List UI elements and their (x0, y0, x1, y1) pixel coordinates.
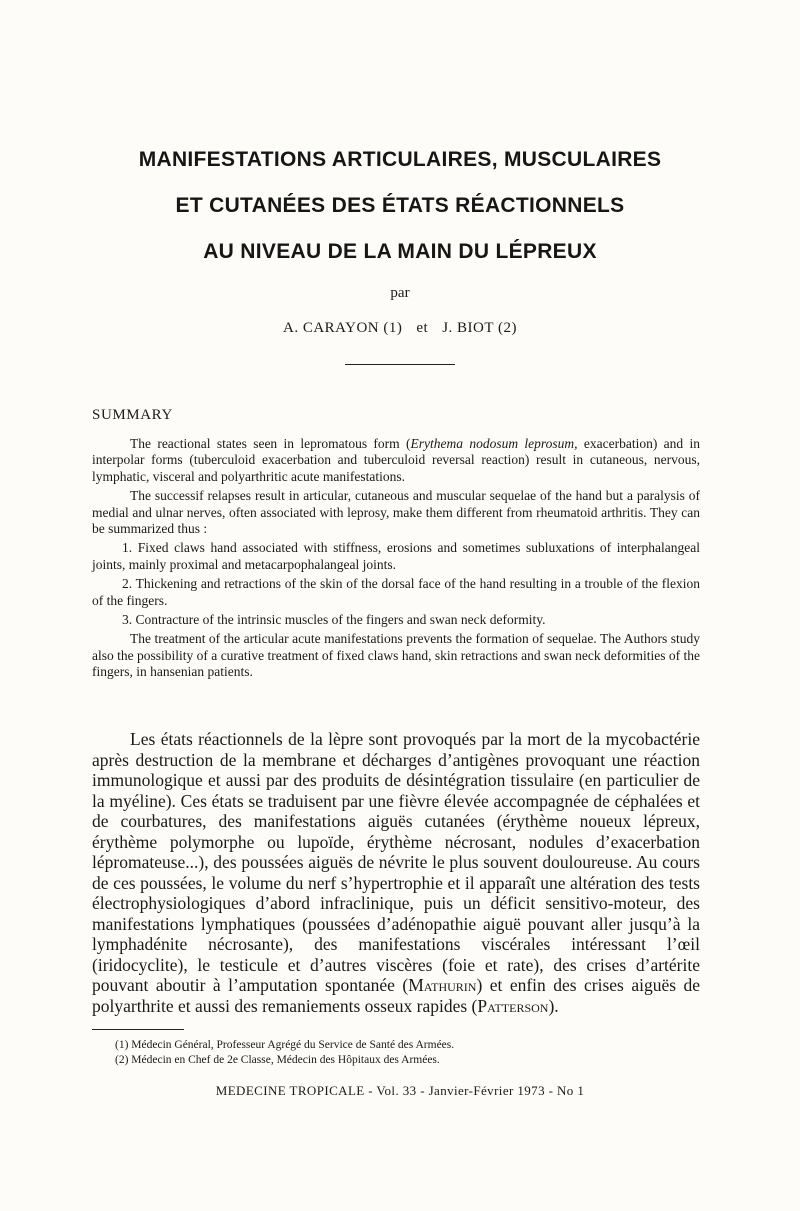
footnote-1: (1) Médecin Général, Professeur Agrégé du Service de Santé des Armées. (115, 1039, 455, 1051)
title-line-2: ET CUTANÉES DES ÉTATS RÉACTIONNELS (175, 194, 625, 217)
title-line-3: AU NIVEAU DE LA MAIN DU LÉPREUX (203, 240, 597, 263)
title-separator-rule (345, 364, 455, 365)
summary-item-1: 1. Fixed claws hand associated with stiffness, erosions and sometimes subluxations of interphalangeal joints, mainly proximal and metacarpophalangeal joints. (92, 540, 700, 572)
footnote-2: (2) Médecin en Chef de 2e Classe, Médecin des Hôpitaux des Armées. (115, 1054, 440, 1066)
summary-section (92, 436, 700, 684)
reference-patterson: Patterson (477, 995, 549, 1016)
summary-paragraph-3: The treatment of the articular acute manifestations prevents the formation of sequelae. The Authors study also the possibility of a curative treatment of fixed claws hand, skin retractions and swan neck deformities of the fingers, in hansenian patients. (92, 631, 700, 680)
summary-item-2: 2. Thickening and retractions of the skin of the dorsal face of the hand resulting in a trouble of the flexion of the fingers. (92, 576, 700, 608)
footnote-rule (92, 1029, 184, 1030)
byline-par: par (390, 285, 410, 301)
author-1: A. CARAYON (1) (282, 320, 403, 336)
byline-authors (0, 320, 800, 337)
author-2: J. BIOT (2) (442, 320, 517, 336)
summary-paragraph-1: The reactional states seen in lepromatous form (Erythema nodosum leprosum, exacerbation) and in interpolar forms (tuberculoid exacerbation and tuberculoid reversal reaction) result in cutaneous, nervous, lymphatic, visceral and polyarthritic acute manifestations. (92, 436, 700, 484)
summary-item-3: 3. Contracture of the intrinsic muscles of the fingers and swan neck deformity. (122, 612, 546, 628)
title-line-1: MANIFESTATIONS ARTICULAIRES, MUSCULAIRES (138, 148, 662, 171)
body-paragraph: Les états réactionnels de la lèpre sont provoqués par la mort de la mycobactérie après destruction de la membrane et décharges d’antigènes provoquant une réaction immunologique et aussi par des produits de désintégration tissulaire (en particulier de la myéline). Ces états se traduisent par une fièvre élevée accompagnée de céphalées et de courbatures, des manifestations aiguës cutanées (érythème noueux lépreux, érythème polymorphe ou lupoïde, érythème nécrosant, nodules d’exacerbation lépromateuse...), des poussées aiguës de névrite le plus souvent douloureuse. Au cours de ces poussées, le volume du nerf s’hypertrophie et il apparaît une altération des tests électrophysiologiques d’abord infraclinique, puis un déficit sensitivo-moteur, des manifestations lymphatiques (poussées d’adénopathie aiguë pouvant aller jusqu’à la lymphadénite nécrosante), des manifestations viscérales intéressant l’œil (iridocyclite), le testicule et d’autres viscères (foie et rate), des crises d’artérite pouvant aboutir à l’amputation spontanée (Mathurin) et enfin des crises aiguës de polyarthrite et aussi des remaniements osseux rapides (Patterson). (92, 729, 700, 1016)
author-conjunction: et (416, 320, 429, 336)
summary-paragraph-2: The successif relapses result in articular, cutaneous and muscular sequelae of the hand but a paralysis of medial and ulnar nerves, often associated with leprosy, make them different from rheumatoid arthritis. They can be summarized thus : (92, 488, 700, 537)
footnotes (115, 1038, 675, 1068)
journal-footer: MEDECINE TROPICALE - Vol. 33 - Janvier-Février 1973 - No 1 (215, 1083, 585, 1098)
summary-heading: SUMMARY (92, 407, 173, 423)
reference-mathurin: Mathurin (408, 975, 477, 995)
body-text (92, 729, 700, 1016)
